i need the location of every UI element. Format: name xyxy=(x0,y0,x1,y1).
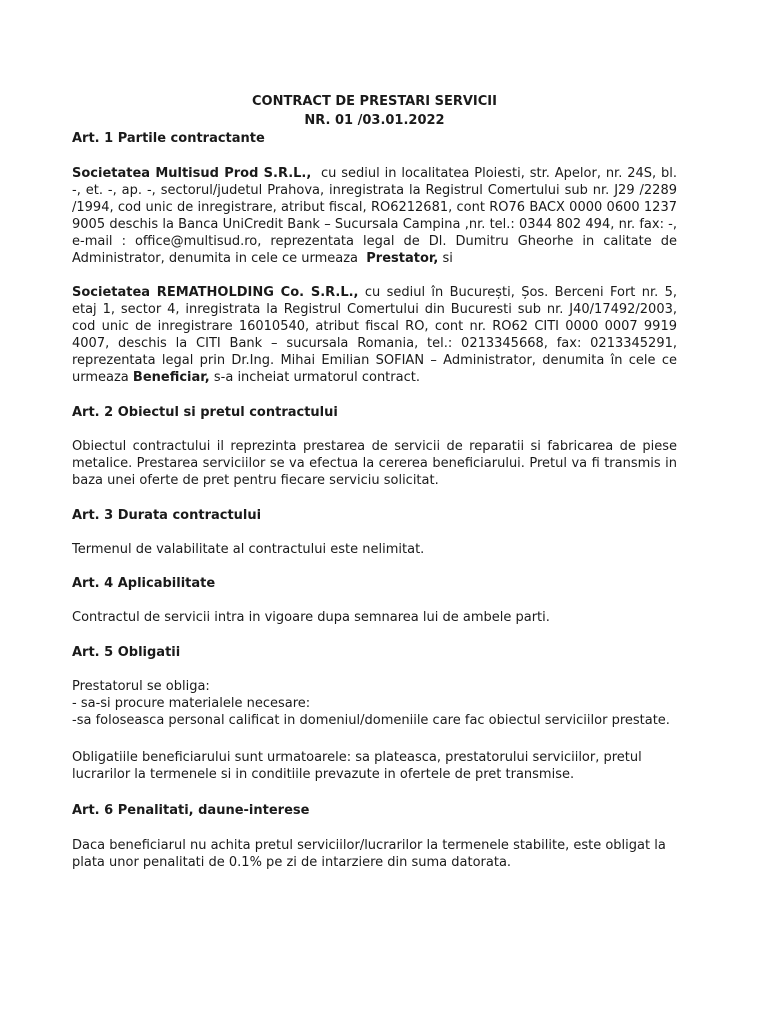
art2-heading: Art. 2 Obiectul si pretul contractului xyxy=(72,405,338,420)
prestator-name: Societatea Multisud Prod S.R.L., xyxy=(72,166,312,181)
art4-text: Contractul de servicii intra in vigoare dupa semnarea lui de ambele parti. xyxy=(72,610,550,625)
beneficiar-role: Beneficiar, xyxy=(132,370,210,385)
art3-heading: Art. 3 Durata contractului xyxy=(72,508,262,523)
art3-text: Termenul de valabilitate al contractului este nelimitat. xyxy=(72,542,425,557)
contract-number: NR. 01 /03.01.2022 xyxy=(304,113,445,128)
document-page xyxy=(72,92,677,871)
beneficiar-name: Societatea REMATHOLDING Co. S.R.L., xyxy=(72,285,359,300)
art6-heading: Art. 6 Penalitati, daune-interese xyxy=(72,803,310,818)
art6-text: Daca beneficiarul nu achita pretul serviciilor/lucrarilor la termenele stabilite, este obligat la plata unor penalitati de 0.1% pe zi de intarziere din suma datorata. xyxy=(72,838,666,870)
art5-heading: Art. 5 Obligatii xyxy=(72,645,181,660)
art2-text: Obiectul contractului il reprezinta prestarea de servicii de reparatii si fabricarea de piese metalice. Prestarea serviciilor se va efectua la cererea beneficiarului. Pretul va fi transmis in baza unei oferte de pret pentru fiecare serviciu solicitat. xyxy=(72,439,677,488)
prestator-end: si xyxy=(442,251,453,266)
art5-item2: -sa foloseasca personal calificat in domeniul/domeniile care fac obiectul serviciilor prestate. xyxy=(72,713,670,728)
contract-title: CONTRACT DE PRESTARI SERVICII xyxy=(252,94,497,109)
art1-heading: Art. 1 Partile contractante xyxy=(72,131,265,146)
prestator-role: Prestator, xyxy=(366,251,439,266)
art4-heading: Art. 4 Aplicabilitate xyxy=(72,576,216,591)
party-beneficiar xyxy=(72,284,677,386)
art5-beneficiary-obligations: Obligatiile beneficiarului sunt urmatoarele: sa plateasca, prestatorului serviciilor, pretul lucrarilor la termenele si in conditiile prevazute in ofertele de pret transmise. xyxy=(72,750,642,782)
beneficiar-end: s-a incheiat urmatorul contract. xyxy=(213,370,420,385)
art5-intro: Prestatorul se obliga: xyxy=(72,679,210,694)
beneficiar-details: cu sediul în București, Șos. Berceni Fort nr. 5, etaj 1, sector 4, inregistrata la Registrul Comertului din Bucuresti sub nr. J40/17492/2003, cod unic de inregistrare 16010540, atribut fiscal RO, cont nr. RO62 CITI 0000 0007 9919 4007, deschis la CITI Bank – sucursala Romania, tel.: 0213345668, fax: 0213345291, reprezentata legal prin Dr.Ing. Mihai Emilian SOFIAN – Administrator, denumita în cele ce urmeaza xyxy=(72,285,678,385)
party-prestator xyxy=(72,165,677,267)
prestator-details: cu sediul in localitatea Ploiesti, str. Apelor, nr. 24S, bl. -, et. -, ap. -, sectorul/judetul Prahova, inregistrata la Registrul Comertului sub nr. J29 /2289 /1994, cod unic de inregistrare, atribut fiscal, RO6212681, cont RO76 BACX 0000 0600 1237 9005 deschis la Banca UniCredit Bank – Sucursala Campina ,nr. tel.: 0344 802 494, nr. fax: -, e-mail : office@multisud.ro, reprezentata legal de Dl. Dumitru Gheorhe in calitate de Administrator, denumita in cele ce urmeaza xyxy=(72,166,677,266)
art5-item1: - sa-si procure materialele necesare: xyxy=(72,696,311,711)
